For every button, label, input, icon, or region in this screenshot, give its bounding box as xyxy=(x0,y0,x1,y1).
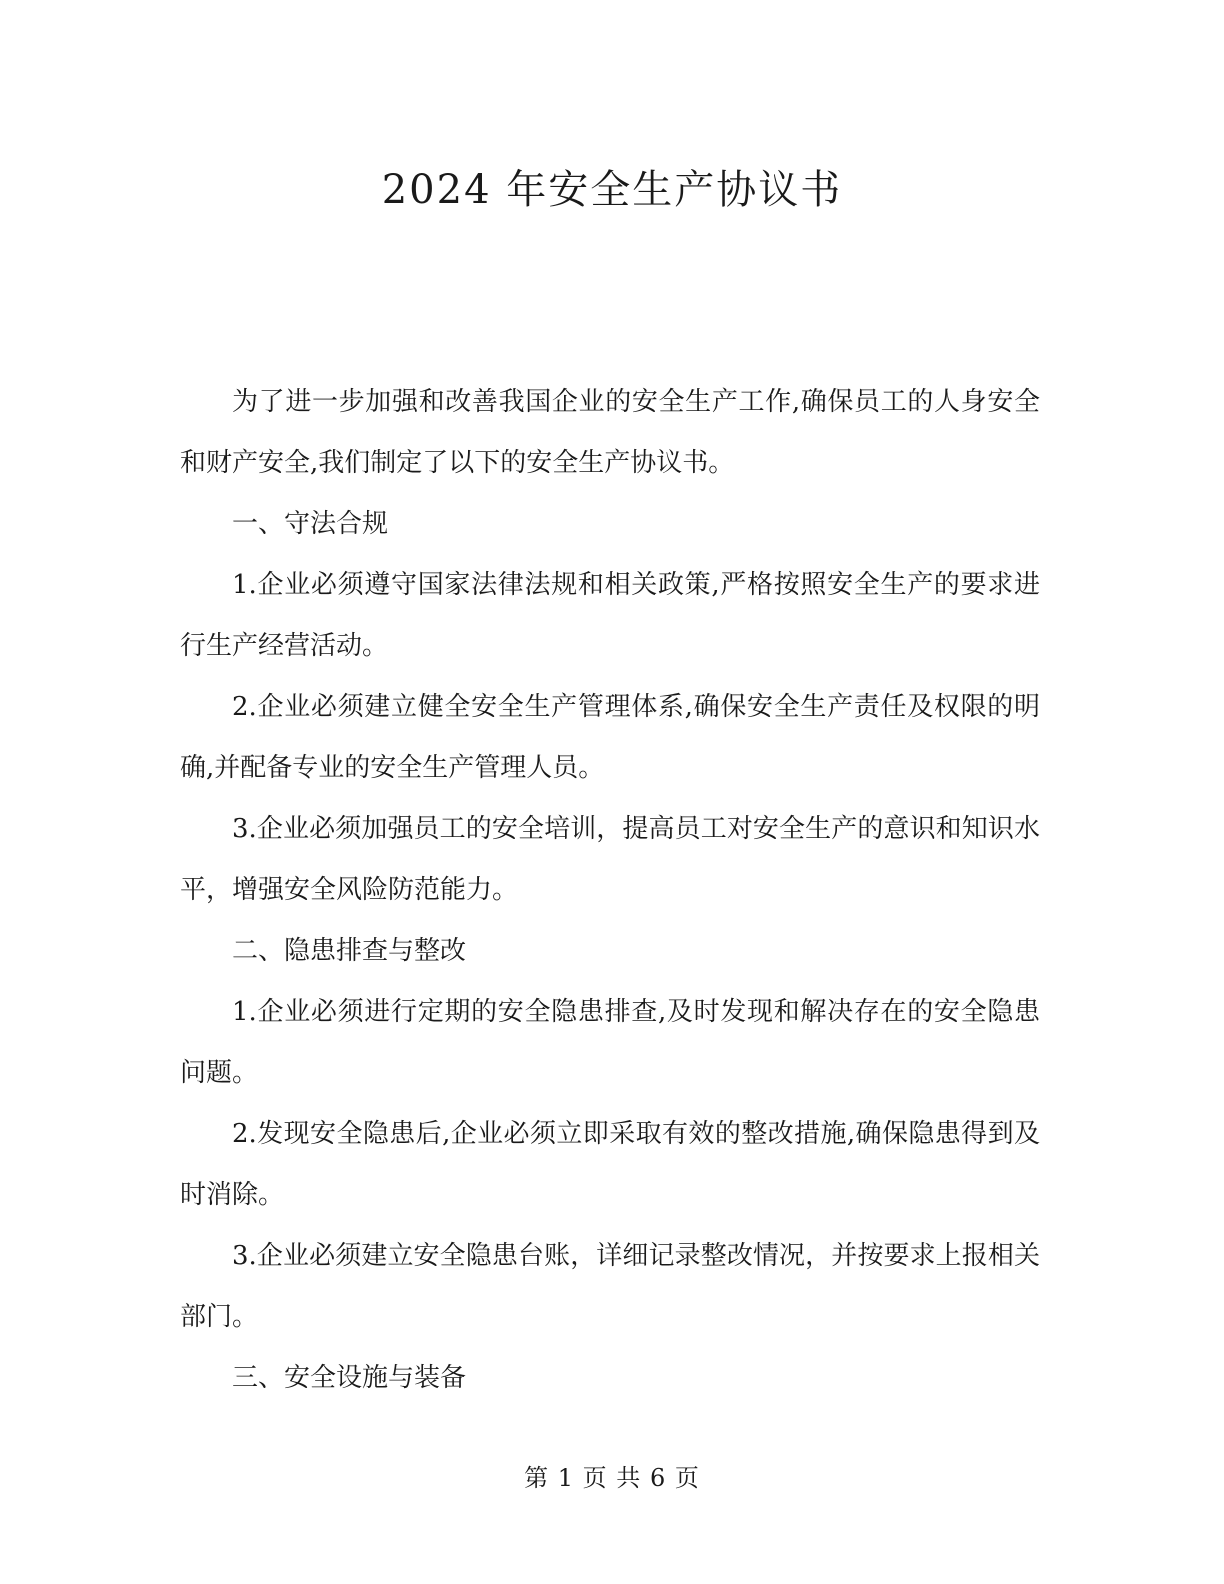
clause-1-3: 3.企业必须加强员工的安全培训，提高员工对安全生产的意识和知识水平，增强安全风险防范能力。 xyxy=(180,814,1040,905)
page-footer: 第 1 页 共 6 页 xyxy=(524,1464,700,1492)
intro-paragraph: 为了进一步加强和改善我国企业的安全生产工作,确保员工的人身安全和财产安全,我们制定了以下的安全生产协议书。 xyxy=(180,387,1040,478)
clause-1-2: 2.企业必须建立健全安全生产管理体系,确保安全生产责任及权限的明确,并配备专业的安全生产管理人员。 xyxy=(180,692,1040,783)
section-heading-1: 一、守法合规 xyxy=(232,509,389,539)
document-title: 2024 年安全生产协议书 xyxy=(381,167,843,213)
clause-2-3: 3.企业必须建立安全隐患台账，详细记录整改情况，并按要求上报相关部门。 xyxy=(180,1241,1040,1332)
clause-2-2: 2.发现安全隐患后,企业必须立即采取有效的整改措施,确保隐患得到及时消除。 xyxy=(180,1119,1040,1210)
document-body xyxy=(180,372,1040,1409)
section-heading-2: 二、隐患排查与整改 xyxy=(232,936,467,966)
clause-2-1: 1.企业必须进行定期的安全隐患排查,及时发现和解决存在的安全隐患问题。 xyxy=(180,997,1040,1088)
section-heading-3: 三、安全设施与装备 xyxy=(232,1363,467,1393)
clause-1-1: 1.企业必须遵守国家法律法规和相关政策,严格按照安全生产的要求进行生产经营活动。 xyxy=(180,570,1040,661)
